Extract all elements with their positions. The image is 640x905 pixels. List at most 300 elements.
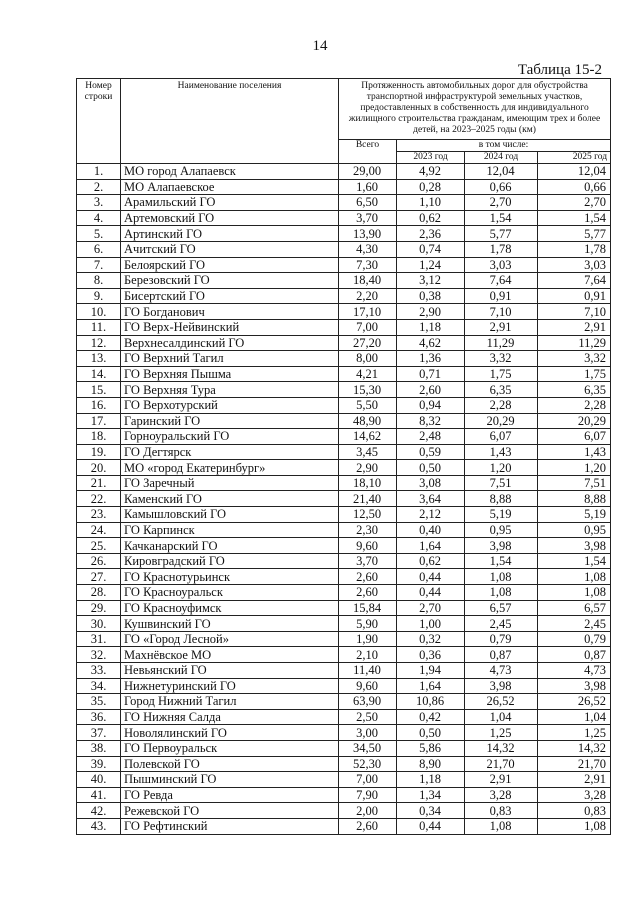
year-2024-cell: 7,10 xyxy=(465,304,538,320)
total-cell: 2,30 xyxy=(339,522,397,538)
total-cell: 48,90 xyxy=(339,413,397,429)
row-number-cell: 29. xyxy=(77,600,121,616)
year-2025-cell: 21,70 xyxy=(538,756,611,772)
row-number-cell: 40. xyxy=(77,772,121,788)
year-2025-cell: 3,03 xyxy=(538,257,611,273)
table-row xyxy=(77,756,611,772)
table-row xyxy=(77,382,611,398)
table-row xyxy=(77,444,611,460)
settlement-name-cell: Артемовский ГО xyxy=(121,210,339,226)
year-2024-cell: 0,87 xyxy=(465,647,538,663)
row-number-cell: 27. xyxy=(77,569,121,585)
total-cell: 4,21 xyxy=(339,366,397,382)
year-2025-cell: 1,08 xyxy=(538,585,611,601)
settlement-name-cell: Белоярский ГО xyxy=(121,257,339,273)
settlement-name-cell: Махнёвское МО xyxy=(121,647,339,663)
year-2024-cell: 1,54 xyxy=(465,210,538,226)
year-2025-cell: 7,10 xyxy=(538,304,611,320)
table-row xyxy=(77,397,611,413)
year-2023-cell: 0,38 xyxy=(397,288,465,304)
year-2025-cell: 0,87 xyxy=(538,647,611,663)
year-2024-cell: 3,98 xyxy=(465,538,538,554)
year-2025-cell: 20,29 xyxy=(538,413,611,429)
year-2024-cell: 11,29 xyxy=(465,335,538,351)
year-2023-cell: 8,32 xyxy=(397,413,465,429)
total-cell: 3,00 xyxy=(339,725,397,741)
table-row xyxy=(77,553,611,569)
year-2023-cell: 10,86 xyxy=(397,694,465,710)
year-2025-cell: 1,78 xyxy=(538,241,611,257)
year-2025-cell: 2,91 xyxy=(538,319,611,335)
table-body xyxy=(77,164,611,835)
settlement-name-cell: ГО Первоуральск xyxy=(121,740,339,756)
year-2023-cell: 0,44 xyxy=(397,569,465,585)
total-cell: 2,50 xyxy=(339,709,397,725)
settlement-name-cell: ГО Дегтярск xyxy=(121,444,339,460)
year-2023-cell: 0,50 xyxy=(397,725,465,741)
settlement-name-cell: ГО Красноуральск xyxy=(121,585,339,601)
year-2025-cell: 1,75 xyxy=(538,366,611,382)
year-2024-cell: 3,98 xyxy=(465,678,538,694)
table-row xyxy=(77,569,611,585)
header-year-2024: 2024 год xyxy=(465,152,538,164)
settlement-name-cell: ГО Верхотурский xyxy=(121,397,339,413)
table-row xyxy=(77,787,611,803)
row-number-cell: 7. xyxy=(77,257,121,273)
year-2023-cell: 8,90 xyxy=(397,756,465,772)
table-row xyxy=(77,507,611,523)
year-2024-cell: 2,91 xyxy=(465,772,538,788)
year-2023-cell: 0,62 xyxy=(397,553,465,569)
row-number-cell: 3. xyxy=(77,195,121,211)
row-number-cell: 38. xyxy=(77,740,121,756)
row-number-cell: 13. xyxy=(77,351,121,367)
year-2025-cell: 1,08 xyxy=(538,569,611,585)
total-cell: 5,90 xyxy=(339,616,397,632)
year-2024-cell: 12,04 xyxy=(465,164,538,180)
year-2024-cell: 26,52 xyxy=(465,694,538,710)
year-2024-cell: 7,51 xyxy=(465,475,538,491)
year-2025-cell: 1,43 xyxy=(538,444,611,460)
year-2023-cell: 0,94 xyxy=(397,397,465,413)
year-2023-cell: 0,50 xyxy=(397,460,465,476)
table-row xyxy=(77,631,611,647)
header-including: в том числе: xyxy=(397,140,611,152)
year-2024-cell: 6,35 xyxy=(465,382,538,398)
table-row xyxy=(77,522,611,538)
table-row xyxy=(77,538,611,554)
year-2023-cell: 0,34 xyxy=(397,803,465,819)
year-2025-cell: 7,64 xyxy=(538,273,611,289)
total-cell: 27,20 xyxy=(339,335,397,351)
year-2025-cell: 2,45 xyxy=(538,616,611,632)
year-2025-cell: 14,32 xyxy=(538,740,611,756)
settlement-name-cell: Камышловский ГО xyxy=(121,507,339,523)
year-2025-cell: 1,54 xyxy=(538,210,611,226)
year-2025-cell: 5,19 xyxy=(538,507,611,523)
row-number-cell: 24. xyxy=(77,522,121,538)
header-year-2025: 2025 год xyxy=(538,152,611,164)
row-number-cell: 36. xyxy=(77,709,121,725)
year-2023-cell: 1,18 xyxy=(397,319,465,335)
year-2023-cell: 0,32 xyxy=(397,631,465,647)
row-number-cell: 10. xyxy=(77,304,121,320)
settlement-name-cell: ГО Ревда xyxy=(121,787,339,803)
year-2025-cell: 7,51 xyxy=(538,475,611,491)
total-cell: 15,84 xyxy=(339,600,397,616)
year-2025-cell: 5,77 xyxy=(538,226,611,242)
row-number-cell: 6. xyxy=(77,241,121,257)
settlement-name-cell: Артинский ГО xyxy=(121,226,339,242)
year-2025-cell: 6,57 xyxy=(538,600,611,616)
table-row xyxy=(77,818,611,834)
header-row-number: Номер строки xyxy=(77,79,121,164)
settlement-name-cell: Полевской ГО xyxy=(121,756,339,772)
year-2024-cell: 14,32 xyxy=(465,740,538,756)
table-row xyxy=(77,616,611,632)
table-row xyxy=(77,475,611,491)
year-2023-cell: 2,90 xyxy=(397,304,465,320)
settlement-name-cell: ГО Верхняя Тура xyxy=(121,382,339,398)
settlement-name-cell: Бисертский ГО xyxy=(121,288,339,304)
total-cell: 1,90 xyxy=(339,631,397,647)
year-2024-cell: 2,91 xyxy=(465,319,538,335)
total-cell: 18,40 xyxy=(339,273,397,289)
row-number-cell: 25. xyxy=(77,538,121,554)
year-2023-cell: 2,48 xyxy=(397,429,465,445)
table-row xyxy=(77,647,611,663)
total-cell: 4,30 xyxy=(339,241,397,257)
year-2024-cell: 21,70 xyxy=(465,756,538,772)
table-row xyxy=(77,179,611,195)
year-2023-cell: 4,92 xyxy=(397,164,465,180)
table-row xyxy=(77,164,611,180)
row-number-cell: 19. xyxy=(77,444,121,460)
settlement-name-cell: МО «город Екатеринбург» xyxy=(121,460,339,476)
settlement-name-cell: ГО Краснотурьинск xyxy=(121,569,339,585)
settlement-name-cell: Каменский ГО xyxy=(121,491,339,507)
year-2024-cell: 0,91 xyxy=(465,288,538,304)
settlement-name-cell: Верхнесалдинский ГО xyxy=(121,335,339,351)
row-number-cell: 43. xyxy=(77,818,121,834)
row-number-cell: 1. xyxy=(77,164,121,180)
table-caption: Таблица 15-2 xyxy=(517,62,602,78)
header-road-length: Протяженность автомобильных дорог для обустройства транспортной инфраструктурой земельных участков, предоставленных в собственность для индивидуального жилищного строительства гражданам, имеющим трех и более детей, на 2023–2025 годы (км) xyxy=(339,79,611,140)
settlement-name-cell: МО Алапаевское xyxy=(121,179,339,195)
total-cell: 1,60 xyxy=(339,179,397,195)
row-number-cell: 23. xyxy=(77,507,121,523)
year-2025-cell: 3,32 xyxy=(538,351,611,367)
table-row xyxy=(77,678,611,694)
settlement-name-cell: ГО Верх-Нейвинский xyxy=(121,319,339,335)
settlement-name-cell: Горноуральский ГО xyxy=(121,429,339,445)
row-number-cell: 16. xyxy=(77,397,121,413)
row-number-cell: 4. xyxy=(77,210,121,226)
year-2023-cell: 1,10 xyxy=(397,195,465,211)
row-number-cell: 31. xyxy=(77,631,121,647)
table-row xyxy=(77,366,611,382)
year-2025-cell: 3,28 xyxy=(538,787,611,803)
year-2025-cell: 2,28 xyxy=(538,397,611,413)
total-cell: 5,50 xyxy=(339,397,397,413)
total-cell: 3,70 xyxy=(339,553,397,569)
year-2023-cell: 2,70 xyxy=(397,600,465,616)
row-number-cell: 18. xyxy=(77,429,121,445)
page-number: 14 xyxy=(312,38,328,54)
row-number-cell: 15. xyxy=(77,382,121,398)
header-total: Всего xyxy=(339,140,397,164)
year-2023-cell: 0,36 xyxy=(397,647,465,663)
settlement-name-cell: Город Нижний Тагил xyxy=(121,694,339,710)
year-2023-cell: 0,44 xyxy=(397,585,465,601)
table-row xyxy=(77,273,611,289)
year-2025-cell: 1,54 xyxy=(538,553,611,569)
year-2025-cell: 1,25 xyxy=(538,725,611,741)
year-2024-cell: 5,77 xyxy=(465,226,538,242)
row-number-cell: 21. xyxy=(77,475,121,491)
year-2025-cell: 0,95 xyxy=(538,522,611,538)
year-2024-cell: 0,66 xyxy=(465,179,538,195)
year-2025-cell: 1,20 xyxy=(538,460,611,476)
year-2023-cell: 5,86 xyxy=(397,740,465,756)
year-2023-cell: 1,24 xyxy=(397,257,465,273)
settlement-name-cell: ГО Рефтинский xyxy=(121,818,339,834)
year-2024-cell: 3,03 xyxy=(465,257,538,273)
year-2025-cell: 12,04 xyxy=(538,164,611,180)
row-number-cell: 2. xyxy=(77,179,121,195)
year-2025-cell: 2,70 xyxy=(538,195,611,211)
year-2023-cell: 0,44 xyxy=(397,818,465,834)
year-2023-cell: 1,64 xyxy=(397,678,465,694)
settlement-name-cell: ГО Нижняя Салда xyxy=(121,709,339,725)
total-cell: 21,40 xyxy=(339,491,397,507)
settlement-name-cell: Кировградский ГО xyxy=(121,553,339,569)
row-number-cell: 22. xyxy=(77,491,121,507)
year-2023-cell: 1,94 xyxy=(397,663,465,679)
total-cell: 2,60 xyxy=(339,569,397,585)
year-2024-cell: 1,20 xyxy=(465,460,538,476)
total-cell: 52,30 xyxy=(339,756,397,772)
year-2023-cell: 0,28 xyxy=(397,179,465,195)
total-cell: 34,50 xyxy=(339,740,397,756)
year-2023-cell: 2,36 xyxy=(397,226,465,242)
table-row xyxy=(77,319,611,335)
year-2025-cell: 11,29 xyxy=(538,335,611,351)
row-number-cell: 28. xyxy=(77,585,121,601)
table-row xyxy=(77,241,611,257)
total-cell: 11,40 xyxy=(339,663,397,679)
year-2023-cell: 4,62 xyxy=(397,335,465,351)
total-cell: 7,90 xyxy=(339,787,397,803)
table-row xyxy=(77,195,611,211)
row-number-cell: 34. xyxy=(77,678,121,694)
year-2023-cell: 1,34 xyxy=(397,787,465,803)
settlement-name-cell: МО город Алапаевск xyxy=(121,164,339,180)
row-number-cell: 5. xyxy=(77,226,121,242)
year-2024-cell: 1,43 xyxy=(465,444,538,460)
settlement-name-cell: ГО Богданович xyxy=(121,304,339,320)
year-2024-cell: 2,28 xyxy=(465,397,538,413)
settlement-name-cell: Березовский ГО xyxy=(121,273,339,289)
settlement-name-cell: Невьянский ГО xyxy=(121,663,339,679)
year-2025-cell: 3,98 xyxy=(538,538,611,554)
total-cell: 8,00 xyxy=(339,351,397,367)
row-number-cell: 33. xyxy=(77,663,121,679)
table-row xyxy=(77,351,611,367)
total-cell: 9,60 xyxy=(339,678,397,694)
total-cell: 2,60 xyxy=(339,818,397,834)
table-row xyxy=(77,772,611,788)
year-2024-cell: 7,64 xyxy=(465,273,538,289)
year-2023-cell: 0,62 xyxy=(397,210,465,226)
year-2024-cell: 1,08 xyxy=(465,569,538,585)
total-cell: 13,90 xyxy=(339,226,397,242)
year-2025-cell: 8,88 xyxy=(538,491,611,507)
total-cell: 3,70 xyxy=(339,210,397,226)
year-2024-cell: 1,08 xyxy=(465,818,538,834)
year-2023-cell: 0,71 xyxy=(397,366,465,382)
year-2024-cell: 6,07 xyxy=(465,429,538,445)
total-cell: 3,45 xyxy=(339,444,397,460)
header-settlement-name: Наименование поселения xyxy=(121,79,339,164)
header-year-2023: 2023 год xyxy=(397,152,465,164)
year-2025-cell: 2,91 xyxy=(538,772,611,788)
year-2023-cell: 2,12 xyxy=(397,507,465,523)
total-cell: 2,10 xyxy=(339,647,397,663)
year-2023-cell: 0,42 xyxy=(397,709,465,725)
settlement-name-cell: Пышминский ГО xyxy=(121,772,339,788)
total-cell: 6,50 xyxy=(339,195,397,211)
year-2025-cell: 0,79 xyxy=(538,631,611,647)
year-2025-cell: 6,35 xyxy=(538,382,611,398)
table-row xyxy=(77,491,611,507)
total-cell: 18,10 xyxy=(339,475,397,491)
year-2024-cell: 20,29 xyxy=(465,413,538,429)
total-cell: 9,60 xyxy=(339,538,397,554)
table-row xyxy=(77,694,611,710)
settlement-name-cell: ГО Верхний Тагил xyxy=(121,351,339,367)
year-2024-cell: 3,32 xyxy=(465,351,538,367)
table-row xyxy=(77,304,611,320)
year-2024-cell: 1,04 xyxy=(465,709,538,725)
year-2024-cell: 0,95 xyxy=(465,522,538,538)
year-2024-cell: 1,08 xyxy=(465,585,538,601)
settlement-name-cell: ГО Верхняя Пышма xyxy=(121,366,339,382)
year-2024-cell: 5,19 xyxy=(465,507,538,523)
year-2024-cell: 8,88 xyxy=(465,491,538,507)
total-cell: 7,30 xyxy=(339,257,397,273)
row-number-cell: 11. xyxy=(77,319,121,335)
row-number-cell: 9. xyxy=(77,288,121,304)
year-2025-cell: 4,73 xyxy=(538,663,611,679)
year-2025-cell: 1,04 xyxy=(538,709,611,725)
row-number-cell: 12. xyxy=(77,335,121,351)
year-2024-cell: 4,73 xyxy=(465,663,538,679)
year-2024-cell: 3,28 xyxy=(465,787,538,803)
settlement-name-cell: ГО «Город Лесной» xyxy=(121,631,339,647)
year-2025-cell: 0,83 xyxy=(538,803,611,819)
settlement-name-cell: Качканарский ГО xyxy=(121,538,339,554)
row-number-cell: 8. xyxy=(77,273,121,289)
table-row xyxy=(77,460,611,476)
year-2023-cell: 2,60 xyxy=(397,382,465,398)
table-row xyxy=(77,740,611,756)
row-number-cell: 26. xyxy=(77,553,121,569)
table-row xyxy=(77,803,611,819)
total-cell: 14,62 xyxy=(339,429,397,445)
total-cell: 29,00 xyxy=(339,164,397,180)
row-number-cell: 35. xyxy=(77,694,121,710)
year-2025-cell: 26,52 xyxy=(538,694,611,710)
table-row xyxy=(77,709,611,725)
year-2024-cell: 1,75 xyxy=(465,366,538,382)
settlement-name-cell: Ачитский ГО xyxy=(121,241,339,257)
settlement-name-cell: Нижнетуринский ГО xyxy=(121,678,339,694)
table-row xyxy=(77,226,611,242)
settlement-name-cell: ГО Заречный xyxy=(121,475,339,491)
row-number-cell: 14. xyxy=(77,366,121,382)
settlement-name-cell: Режевской ГО xyxy=(121,803,339,819)
table-row xyxy=(77,288,611,304)
table-row xyxy=(77,663,611,679)
year-2023-cell: 3,08 xyxy=(397,475,465,491)
year-2024-cell: 0,79 xyxy=(465,631,538,647)
year-2023-cell: 0,40 xyxy=(397,522,465,538)
total-cell: 12,50 xyxy=(339,507,397,523)
settlement-name-cell: ГО Карпинск xyxy=(121,522,339,538)
table-row xyxy=(77,585,611,601)
year-2023-cell: 3,12 xyxy=(397,273,465,289)
row-number-cell: 20. xyxy=(77,460,121,476)
year-2025-cell: 0,91 xyxy=(538,288,611,304)
total-cell: 15,30 xyxy=(339,382,397,398)
settlement-name-cell: Кушвинский ГО xyxy=(121,616,339,632)
year-2024-cell: 2,45 xyxy=(465,616,538,632)
table-row xyxy=(77,335,611,351)
table-row xyxy=(77,210,611,226)
row-number-cell: 39. xyxy=(77,756,121,772)
year-2023-cell: 0,59 xyxy=(397,444,465,460)
settlement-name-cell: Арамильский ГО xyxy=(121,195,339,211)
row-number-cell: 37. xyxy=(77,725,121,741)
year-2023-cell: 0,74 xyxy=(397,241,465,257)
year-2024-cell: 1,25 xyxy=(465,725,538,741)
year-2024-cell: 1,54 xyxy=(465,553,538,569)
total-cell: 63,90 xyxy=(339,694,397,710)
data-table xyxy=(76,78,611,835)
year-2023-cell: 1,64 xyxy=(397,538,465,554)
year-2025-cell: 3,98 xyxy=(538,678,611,694)
total-cell: 17,10 xyxy=(339,304,397,320)
row-number-cell: 32. xyxy=(77,647,121,663)
row-number-cell: 42. xyxy=(77,803,121,819)
table-row xyxy=(77,429,611,445)
year-2025-cell: 6,07 xyxy=(538,429,611,445)
total-cell: 7,00 xyxy=(339,772,397,788)
total-cell: 2,60 xyxy=(339,585,397,601)
total-cell: 7,00 xyxy=(339,319,397,335)
settlement-name-cell: Новолялинский ГО xyxy=(121,725,339,741)
settlement-name-cell: Гаринский ГО xyxy=(121,413,339,429)
row-number-cell: 41. xyxy=(77,787,121,803)
table-row xyxy=(77,413,611,429)
year-2025-cell: 0,66 xyxy=(538,179,611,195)
total-cell: 2,90 xyxy=(339,460,397,476)
year-2023-cell: 1,18 xyxy=(397,772,465,788)
year-2024-cell: 2,70 xyxy=(465,195,538,211)
total-cell: 2,00 xyxy=(339,803,397,819)
row-number-cell: 17. xyxy=(77,413,121,429)
